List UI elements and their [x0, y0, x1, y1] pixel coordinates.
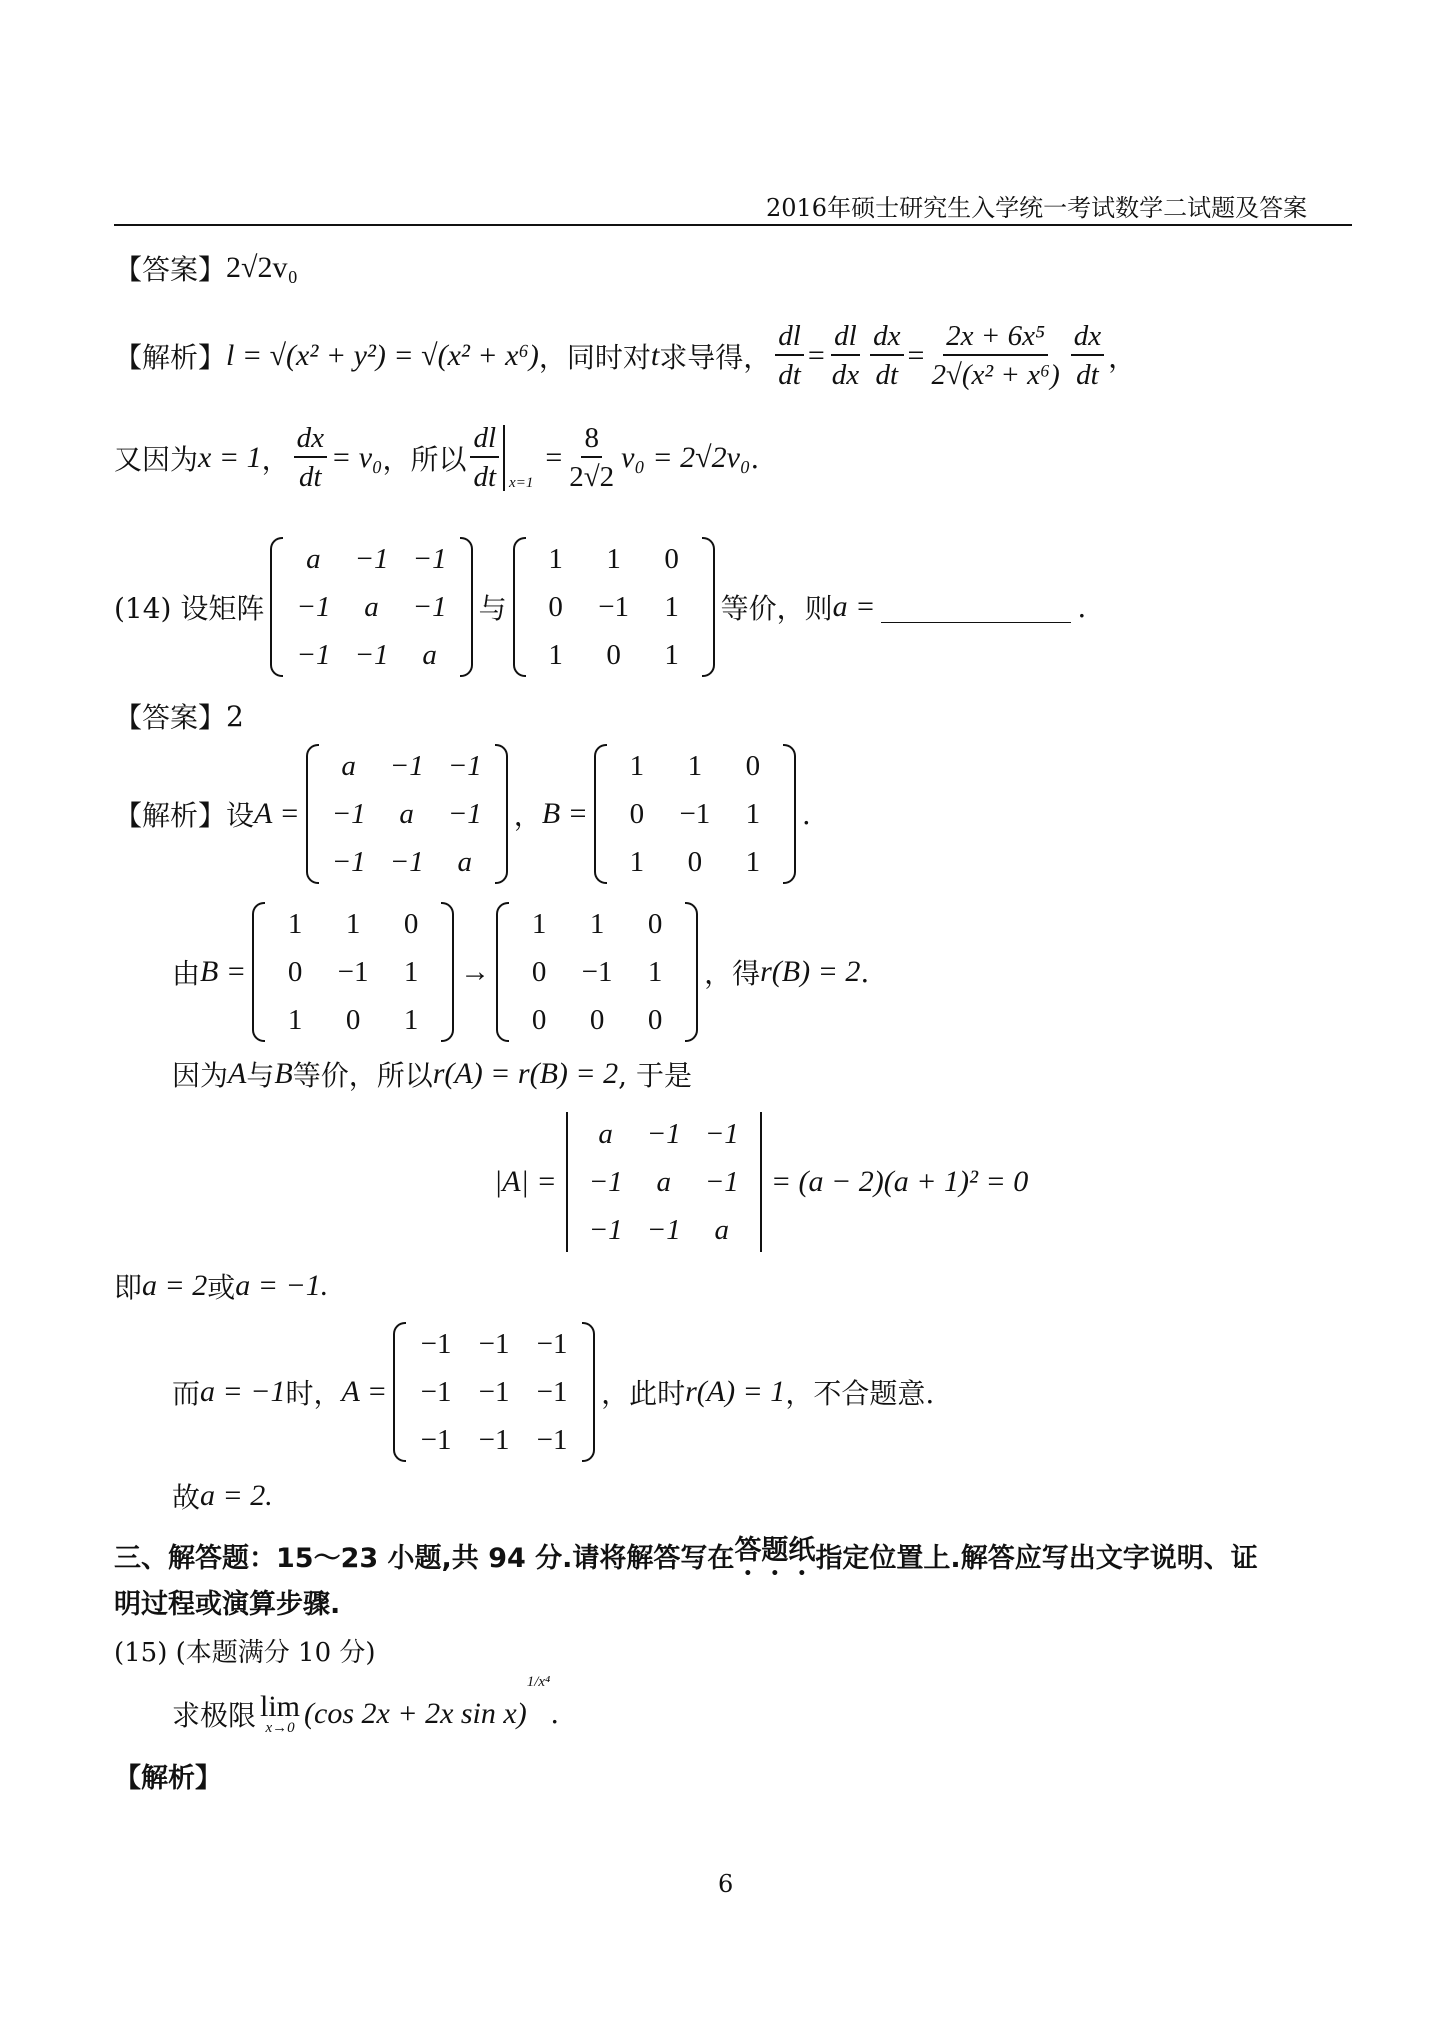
matrix-cell: 0 [531, 956, 547, 988]
matrix-cell: −1 [478, 1328, 510, 1360]
matrix-row [407, 1416, 581, 1464]
text: ， [1108, 341, 1137, 374]
det-lhs: |A| = [494, 1165, 557, 1198]
q14-conclusion [172, 1476, 273, 1516]
fraction-dl-dx [829, 318, 862, 394]
matrix-cell: 0 [664, 543, 679, 575]
matrix-b [252, 900, 454, 1044]
matrix-cell: 1 [629, 846, 645, 878]
matrix-cell: a [598, 1118, 613, 1150]
fraction-dl-dt [775, 318, 804, 394]
matrix-row [266, 900, 440, 948]
matrix-row [527, 583, 701, 631]
matrix-row [527, 631, 701, 679]
exponent: 1/x⁴ [526, 1674, 551, 1690]
matrix-cell: −1 [331, 846, 366, 878]
text: 即 [114, 1271, 143, 1304]
text: ，所以 [382, 443, 467, 476]
matrix-cell: −1 [420, 1376, 452, 1408]
text: . [550, 1697, 560, 1730]
l-expression: l = √(x² + y²) = √(x² + x⁶) [226, 339, 539, 372]
matrix-cell: −1 [420, 1424, 452, 1456]
denominator: 2√2 [569, 461, 615, 493]
text: 求导得， [659, 341, 772, 374]
matrix-cell: 1 [687, 750, 703, 782]
A-equals: A = [341, 1375, 388, 1408]
matrix-row [577, 1206, 751, 1254]
matrix-cell: 1 [287, 1004, 303, 1036]
matrix-cell: −1 [536, 1328, 568, 1360]
q14-solutions [114, 1266, 328, 1306]
arrow-icon: → [460, 955, 491, 988]
matrix-cell: −1 [412, 543, 447, 575]
text: 等价，则 [720, 592, 833, 625]
numerator: dl [470, 420, 499, 458]
v0-equation: = v₀ [330, 441, 383, 474]
matrix-row [407, 1368, 581, 1416]
text: ，得 [704, 957, 761, 990]
matrix-row [320, 790, 494, 838]
text: 求极限 [172, 1698, 257, 1732]
matrix-row [284, 583, 458, 631]
fraction-8-over-2root2 [566, 420, 617, 496]
matrix-cell: a [364, 591, 379, 623]
q15-label: (15) (本题满分 10 分) [114, 1638, 376, 1668]
matrix-a [306, 742, 508, 886]
matrix-cell: −1 [536, 1376, 568, 1408]
matrix-cell: 1 [664, 639, 679, 671]
matrix-cell: −1 [354, 639, 389, 671]
numerator: 8 [581, 420, 602, 458]
matrix-b [594, 742, 796, 886]
matrix-cell: a [422, 639, 437, 671]
x-equals-1: x = 1 [198, 441, 262, 474]
limit [260, 1690, 300, 1737]
matrix-row [577, 1158, 751, 1206]
matrix-row [320, 742, 494, 790]
analysis-label: 【解析】 [114, 341, 227, 374]
matrix-cell: 1 [287, 908, 303, 940]
matrix-cell: 1 [629, 750, 645, 782]
numerator: 2x + 6x⁵ [943, 318, 1048, 356]
matrix-cell: −1 [389, 750, 424, 782]
question-label: (14) 设矩阵 [114, 592, 265, 625]
text: ，不合题意. [785, 1377, 935, 1410]
matrix-row [320, 838, 494, 886]
fraction-dx-dt-3 [294, 420, 327, 496]
matrix-cell: −1 [536, 1424, 568, 1456]
text: ，此时 [601, 1377, 686, 1410]
matrix-cell: 0 [647, 908, 663, 940]
q14-answer-line [114, 696, 244, 736]
matrix-cell: −1 [420, 1328, 452, 1360]
variable-t: t [650, 339, 660, 372]
text: ， [261, 443, 290, 476]
fraction-dl-dt-eval [470, 420, 499, 496]
rank-equality: r(A) = r(B) = 2 [432, 1057, 619, 1090]
text: 指定位置上.解答应写出文字说明、证 [815, 1542, 1258, 1574]
matrix-cell: −1 [412, 591, 447, 623]
text: ， [513, 799, 542, 832]
matrix-cell: −1 [478, 1376, 510, 1408]
fraction-dx-dt-2 [1071, 318, 1104, 394]
q15-analysis-label: 【解析】 [114, 1763, 222, 1794]
matrix-row [407, 1320, 581, 1368]
result-expression: v₀ = 2√2v₀ [621, 441, 751, 474]
matrix-row [577, 1110, 751, 1158]
answer-blank [881, 592, 1071, 623]
matrix-cell: −1 [296, 591, 331, 623]
denominator: dt [778, 359, 801, 391]
matrix-cell: −1 [679, 798, 711, 830]
matrix-row [510, 900, 684, 948]
answer-value: 2 [226, 699, 244, 733]
q13-answer-line [114, 248, 298, 288]
page-header-title: 2016年硕士研究生入学统一考试数学二试题及答案 [766, 194, 1308, 222]
matrix-cell: a [457, 846, 472, 878]
text: 设 [226, 799, 255, 832]
q14-because-line [172, 1054, 692, 1094]
a-equals-neg1: a = −1 [200, 1375, 286, 1408]
matrix-row [284, 535, 458, 583]
matrix-cell: 0 [589, 1004, 605, 1036]
matrix-cell: −1 [478, 1424, 510, 1456]
denominator: dt [1076, 359, 1099, 391]
matrix-cell: 0 [606, 639, 621, 671]
matrix-row [266, 948, 440, 996]
matrix-cell: 1 [548, 639, 563, 671]
text: 由 [172, 957, 201, 990]
matrix-a [270, 535, 472, 679]
text: . [750, 441, 760, 475]
matrix-row [266, 996, 440, 1044]
text: . [801, 797, 811, 831]
symbol-b: B [274, 1057, 293, 1090]
matrix-cell: −1 [447, 798, 482, 830]
limit-expression: (cos 2x + 2x sin x) [304, 1696, 527, 1730]
matrix-cell: −1 [588, 1214, 623, 1246]
q13-analysis-line-1: 【解析】 l = √(x² + y²) = √(x² + x⁶) ，同时对 t 求导得， $\frac{dl}{dt}$ = $\frac{dl}{dx}$ $\frac{dx}{dt}$ = $\frac{\text{2x + 6x⁵}}{\text{2√(x² + x⁶)}}$ $\frac{dx}{dt}$ ， [114, 318, 1136, 394]
final-answer: a = 2. [200, 1479, 273, 1512]
matrix-cell: a [656, 1166, 671, 1198]
matrix-cell: −1 [337, 956, 369, 988]
q14-determinant [494, 1110, 1028, 1254]
section-3-heading-line-2: 明过程或演算步骤. [114, 1589, 341, 1620]
matrix-cell: 1 [403, 1004, 419, 1036]
text: 故 [172, 1481, 201, 1514]
matrix-row [510, 996, 684, 1044]
text: . [1077, 590, 1087, 624]
q14-check-line [172, 1320, 934, 1464]
answer-value: 2√2v₀ [226, 251, 298, 284]
numerator: dl [831, 318, 860, 356]
matrix-cell: a [306, 543, 321, 575]
text: . [860, 955, 870, 989]
matrix-cell: 0 [531, 1004, 547, 1036]
denominator: dt [875, 359, 899, 391]
matrix-cell: 1 [664, 591, 679, 623]
matrix-cell: 1 [531, 908, 547, 940]
numerator: dl [775, 318, 804, 356]
q13-analysis-line-2: 又因为 x = 1 ， $\frac{dx}{dt}$ = v₀ ，所以 $\frac{dl}{dt}$ x=1 = $\frac{8}{2√2}$ v₀ = 2√2v₀ . [114, 420, 759, 496]
text: 而 [172, 1377, 201, 1410]
matrix-cell: a [399, 798, 414, 830]
matrix-cell: −1 [296, 639, 331, 671]
matrix-cell: 0 [647, 1004, 663, 1036]
matrix-cell: 1 [647, 956, 663, 988]
solution-2: a = −1. [235, 1269, 329, 1302]
B-equals: B = [200, 955, 247, 988]
matrix-cell: −1 [646, 1214, 681, 1246]
rank-b: r(B) = 2 [760, 955, 861, 988]
header-rule [114, 224, 1352, 226]
matrix-cell: −1 [704, 1118, 739, 1150]
matrix-row [284, 631, 458, 679]
matrix-cell: a [341, 750, 356, 782]
denominator: dt [473, 461, 497, 493]
matrix-cell: −1 [447, 750, 482, 782]
matrix-cell: 0 [548, 591, 563, 623]
answer-label: 【答案】 [114, 701, 227, 734]
matrix-row [527, 535, 701, 583]
a-equals: a = [832, 590, 876, 623]
answer-label: 【答案】 [114, 253, 227, 286]
matrix-row [608, 790, 782, 838]
matrix-cell: −1 [581, 956, 613, 988]
symbol-a: A [228, 1057, 247, 1090]
matrix-cell: −1 [598, 591, 630, 623]
matrix-cell: −1 [331, 798, 366, 830]
matrix-cell: 1 [589, 908, 605, 940]
lim-subscript: x→0 [265, 1720, 295, 1736]
B-equals: B = [541, 797, 588, 830]
matrix-cell: 0 [403, 908, 419, 940]
text: ，同时对 [538, 341, 651, 374]
q14-statement [114, 535, 1086, 679]
matrix-cell: 0 [687, 846, 703, 878]
matrix-cell: 1 [745, 798, 761, 830]
rank-a-1: r(A) = 1 [685, 1375, 786, 1408]
matrix-cell: −1 [646, 1118, 681, 1150]
q14-row-reduction [172, 900, 869, 1044]
denominator: dx [831, 359, 860, 391]
matrix-cell: 0 [745, 750, 761, 782]
matrix-cell: −1 [704, 1166, 739, 1198]
section-3-heading-line-1 [114, 1528, 1258, 1582]
matrix-cell: 1 [745, 846, 761, 878]
denominator: dt [299, 461, 322, 493]
matrix-cell: 0 [287, 956, 303, 988]
evaluation-bar [503, 425, 505, 491]
text: 三、解答题：15～23 小题,共 94 分.请将解答写在 [114, 1542, 735, 1574]
text: 因为 [172, 1059, 229, 1092]
fraction-dx-dt [870, 318, 903, 394]
matrix-row [608, 742, 782, 790]
matrix-row [608, 838, 782, 886]
A-equals: A = [254, 797, 300, 830]
det-rhs: = (a − 2)(a + 1)² = 0 [770, 1165, 1029, 1198]
determinant-a [563, 1110, 765, 1254]
matrix-cell: −1 [354, 543, 389, 575]
text: 时， [285, 1377, 342, 1410]
numerator: dx [1071, 318, 1104, 356]
text: 与 [246, 1059, 275, 1092]
emphasized-text: 答题纸 [734, 1535, 816, 1566]
matrix-cell: 1 [345, 908, 361, 940]
q15-prompt [172, 1674, 560, 1737]
eval-subscript: x=1 [509, 475, 534, 491]
analysis-label: 【解析】 [114, 799, 227, 832]
denominator: 2√(x² + x⁶) [931, 359, 1060, 391]
matrix-b-reduced [496, 900, 698, 1044]
matrix-cell: 0 [345, 1004, 361, 1036]
matrix-cell: 1 [403, 956, 419, 988]
text: 等价，所以 [292, 1059, 433, 1092]
text: , 于是 [618, 1059, 692, 1092]
text: 或 [207, 1271, 236, 1304]
text: 又因为 [114, 443, 199, 476]
matrix-cell: a [714, 1214, 730, 1246]
matrix-cell: −1 [588, 1166, 623, 1198]
text: 与 [478, 592, 507, 625]
matrix-cell: −1 [389, 846, 424, 878]
matrix-b [513, 535, 715, 679]
matrix-cell: 1 [548, 543, 563, 575]
numerator: dx [870, 318, 903, 356]
solution-1: a = 2 [142, 1269, 208, 1302]
fraction-derivative [928, 318, 1062, 394]
matrix-cell: 0 [629, 798, 645, 830]
lim-operator: lim [260, 1690, 301, 1723]
matrix-cell: 1 [606, 543, 621, 575]
matrix-neg-ones [393, 1320, 595, 1464]
matrix-row [510, 948, 684, 996]
page-number: 6 [718, 1870, 734, 1898]
numerator: dx [294, 420, 327, 458]
q14-analysis-set [114, 742, 811, 886]
